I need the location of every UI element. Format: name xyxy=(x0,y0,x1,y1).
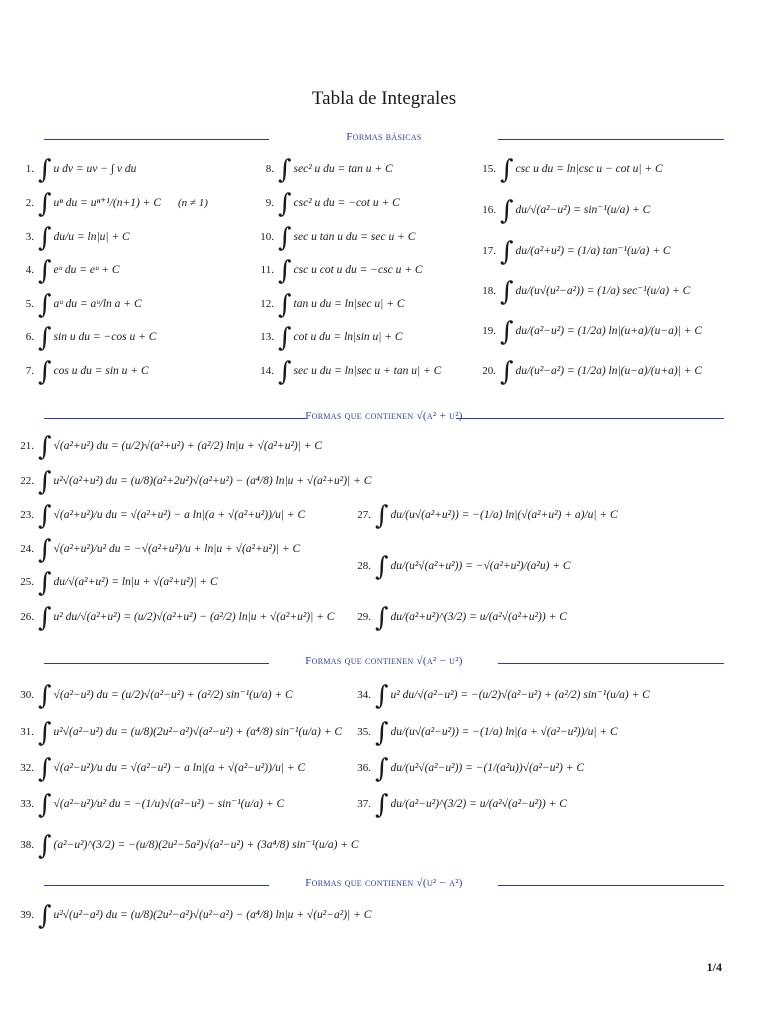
formula: 28. ∫ du/(u²√(a²+u²)) = −√(a²+u²)/(a²u) + C xyxy=(357,552,571,582)
formula: 35. ∫ du/(u√(a²−u²)) = −(1/a) ln|(a + √(a²−u²))/u| + C xyxy=(357,718,618,748)
formula: 37. ∫ du/(a²−u²)^(3/2) = u/(a²√(a²−u²)) + C xyxy=(357,790,567,820)
formula: 20. ∫ du/(u²−a²) = (1/2a) ln|(u−a)/(u+a)| + C xyxy=(482,357,703,387)
section-header-u2-minus-a2 xyxy=(44,877,724,893)
formula: 33. ∫ √(a²−u²)/u² du = −(1/u)√(a²−u²) − sin⁻¹(u/a) + C xyxy=(20,790,285,820)
formula: 31. ∫ u²√(a²−u²) du = (u/8)(2u²−a²)√(a²−u²) + (a⁴/8) sin⁻¹(u/a) + C xyxy=(20,718,343,748)
formula: 7. ∫ cos u du = sin u + C xyxy=(25,357,149,387)
formula: 15. ∫ csc u du = ln|csc u − cot u| + C xyxy=(482,155,663,185)
formula: 13. ∫ cot u du = ln|sin u| + C xyxy=(260,323,403,353)
formula: 26. ∫ u² du/√(a²+u²) = (u/2)√(a²+u²) − (a²/2) ln|u + √(a²+u²)| + C xyxy=(20,603,335,633)
formula: 11. ∫ csc u cot u du = −csc u + C xyxy=(260,256,423,286)
formula: 34. ∫ u² du/√(a²−u²) = −(u/2)√(a²−u²) + (a²/2) sin⁻¹(u/a) + C xyxy=(357,681,650,711)
formula: 5. ∫ aᵘ du = aᵘ/ln a + C xyxy=(25,290,142,320)
formula: 16. ∫ du/√(a²−u²) = sin⁻¹(u/a) + C xyxy=(482,196,651,226)
formula: 1. ∫ u dv = uv − ∫ v du xyxy=(25,155,137,185)
formula: 27. ∫ du/(u√(a²+u²)) = −(1/a) ln|(√(a²+u²) + a)/u| + C xyxy=(357,501,618,531)
formula: 14. ∫ sec u du = ln|sec u + tan u| + C xyxy=(260,357,442,387)
formula: 23. ∫ √(a²+u²)/u du = √(a²+u²) − a ln|(a + √(a²+u²))/u| + C xyxy=(20,501,306,531)
formula: 2. ∫ uⁿ du = uⁿ⁺¹/(n+1) + C (n ≠ 1) xyxy=(25,189,208,219)
formula: 25. ∫ du/√(a²+u²) = ln|u + √(a²+u²)| + C xyxy=(20,568,218,598)
section-title: Formas que contienen √(a² − u²) xyxy=(305,655,463,667)
formula: 39. ∫ u²√(u²−a²) du = (u/8)(2u²−a²)√(u²−a²) − (a⁴/8) ln|u + √(u²−a²)| + C xyxy=(20,901,372,931)
section-header-basic xyxy=(44,131,724,147)
formula: 32. ∫ √(a²−u²)/u du = √(a²−u²) − a ln|(a + √(a²−u²))/u| + C xyxy=(20,754,306,784)
formula: 29. ∫ du/(a²+u²)^(3/2) = u/(a²√(a²+u²)) + C xyxy=(357,603,567,633)
formula: 36. ∫ du/(u²√(a²−u²)) = −(1/(a²u))√(a²−u²) + C xyxy=(357,754,585,784)
formula: 38. ∫ (a²−u²)^(3/2) = −(u/8)(2u²−5a²)√(a²−u²) + (3a⁴/8) sin⁻¹(u/a) + C xyxy=(20,831,359,861)
divider xyxy=(498,885,724,886)
section-title: Formas que contienen √(u² − a²) xyxy=(305,877,463,889)
formula: 12. ∫ tan u du = ln|sec u| + C xyxy=(260,290,405,320)
formula: 8. ∫ sec² u du = tan u + C xyxy=(265,155,393,185)
formula: 30. ∫ √(a²−u²) du = (u/2)√(a²−u²) + (a²/2) sin⁻¹(u/a) + C xyxy=(20,681,293,711)
section-title: Formas básicas xyxy=(346,131,422,143)
page-title: Tabla de Integrales xyxy=(311,88,457,109)
section-title: Formas que contienen √(a² + u²) xyxy=(305,410,463,422)
section-header-a2-minus-u2 xyxy=(44,655,724,671)
formula: 22. ∫ u²√(a²+u²) du = (u/8)(a²+2u²)√(a²+u²) − (a⁴/8) ln|u + √(a²+u²)| + C xyxy=(20,467,372,497)
formula: 17. ∫ du/(a²+u²) = (1/a) tan⁻¹(u/a) + C xyxy=(482,237,671,267)
formula: 21. ∫ √(a²+u²) du = (u/2)√(a²+u²) + (a²/2) ln|u + √(a²+u²)| + C xyxy=(20,432,323,462)
section-header-a2-plus-u2 xyxy=(44,410,724,426)
formula: 3. ∫ du/u = ln|u| + C xyxy=(25,223,130,253)
formula: 19. ∫ du/(a²−u²) = (1/2a) ln|(u+a)/(u−a)| + C xyxy=(482,317,703,347)
condition: (n ≠ 1) xyxy=(178,197,208,209)
formula: 10. ∫ sec u tan u du = sec u + C xyxy=(260,223,416,253)
formula: 4. ∫ eᵘ du = eᵘ + C xyxy=(25,256,120,286)
formula: 18. ∫ du/(u√(u²−a²)) = (1/a) sec⁻¹(u/a) + C xyxy=(482,277,691,307)
formula: 6. ∫ sin u du = −cos u + C xyxy=(25,323,157,353)
divider xyxy=(498,139,724,140)
formula: 24. ∫ √(a²+u²)/u² du = −√(a²+u²)/u + ln|u + √(a²+u²)| + C xyxy=(20,535,301,565)
divider xyxy=(498,663,724,664)
page-number: 1/4 xyxy=(706,960,722,974)
divider xyxy=(456,418,724,419)
formula: 9. ∫ csc² u du = −cot u + C xyxy=(265,189,400,219)
